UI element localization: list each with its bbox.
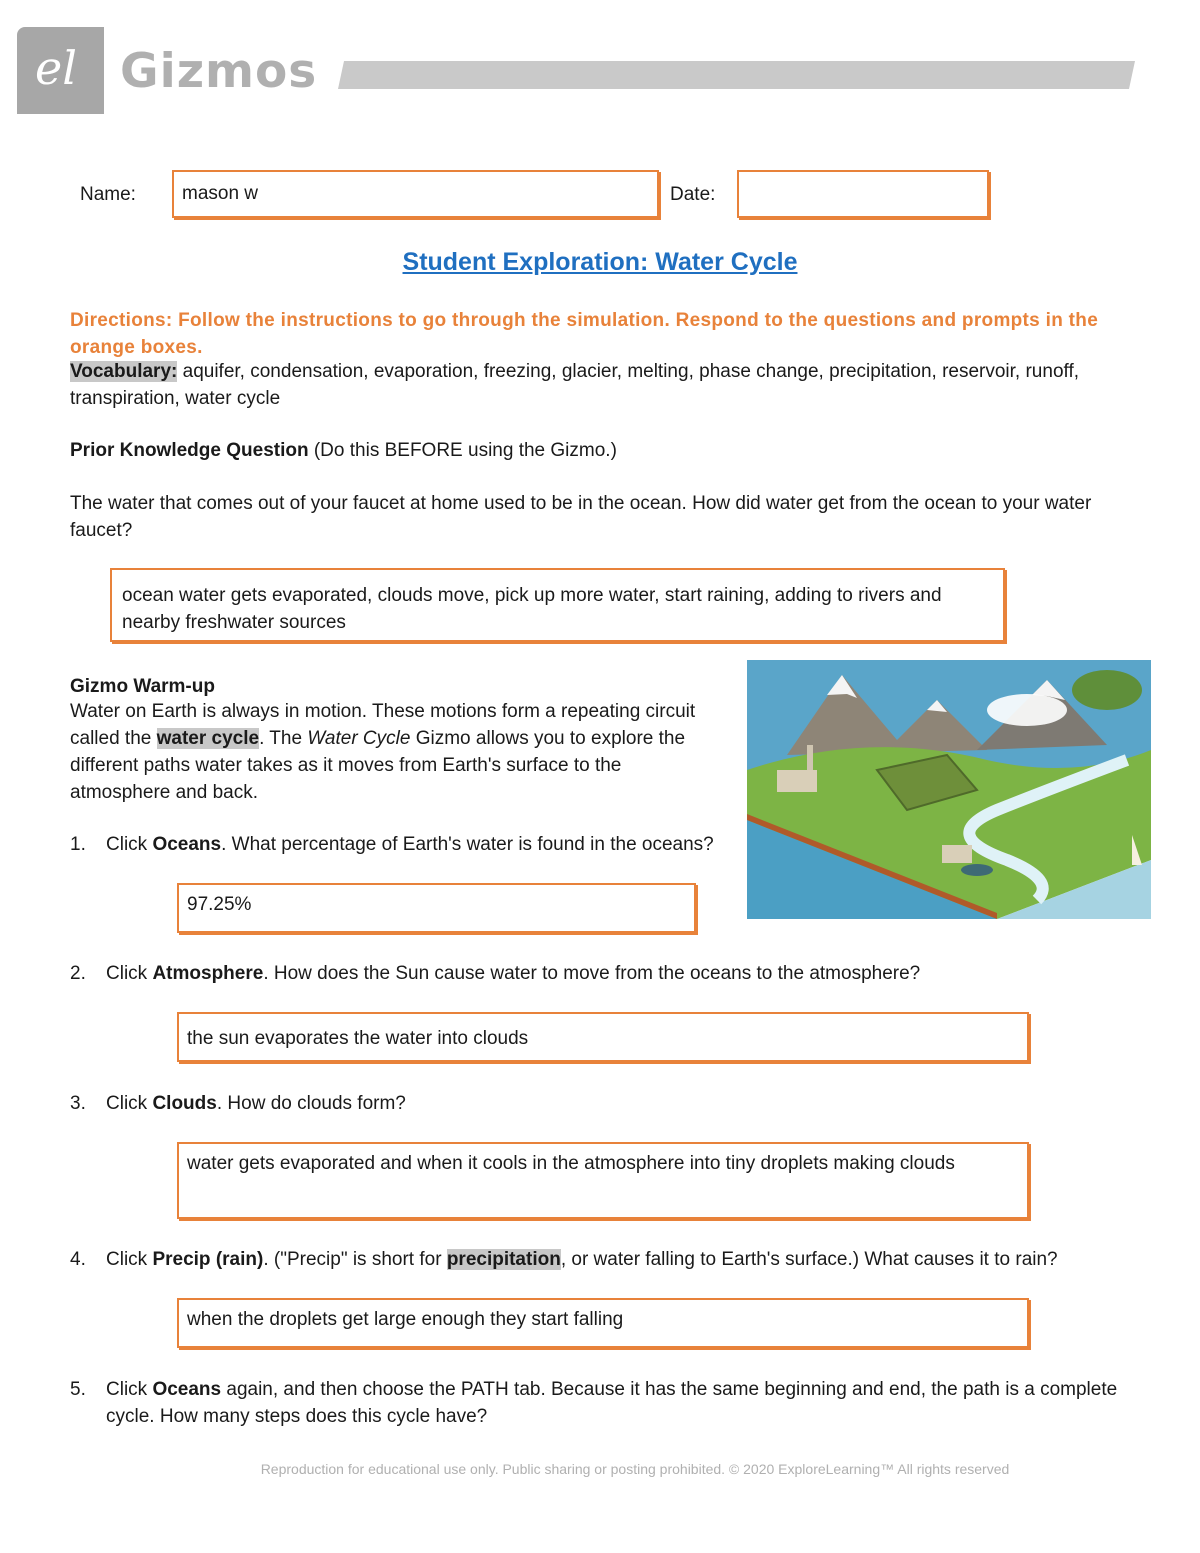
question-4 bbox=[70, 1246, 1171, 1273]
warmup-text bbox=[70, 698, 725, 806]
vocabulary-label: Vocabulary: bbox=[70, 361, 178, 382]
factory bbox=[777, 770, 817, 792]
answer-box-4[interactable]: when the droplets get large enough they start falling bbox=[177, 1298, 1029, 1348]
forest-hill bbox=[1072, 670, 1142, 710]
warmup-text-c: Gizmo allows you to explore the different paths water takes as it moves from Earth's surface to the atmosphere and back. bbox=[70, 728, 686, 803]
water-cycle-term: water cycle bbox=[156, 728, 260, 749]
question-text: again, and then choose the PATH tab. Because it has the same beginning and end, the path is a complete cycle. How many steps does this cycle have? bbox=[106, 1379, 1118, 1427]
question-number: 3. bbox=[70, 1093, 86, 1114]
warmup-text-a: Water on Earth is always in motion. These motions form a repeating circuit called the bbox=[70, 701, 696, 749]
question-pre: Click bbox=[106, 1249, 153, 1270]
question-text: . How do clouds form? bbox=[216, 1093, 406, 1114]
answer-box-1[interactable]: 97.25% bbox=[177, 883, 696, 933]
page-title: Student Exploration: Water Cycle bbox=[402, 248, 798, 276]
question-text-b: , or water falling to Earth's surface.) What causes it to rain? bbox=[560, 1249, 1058, 1270]
question-keyword: Atmosphere bbox=[152, 963, 264, 984]
question-2 bbox=[70, 960, 1135, 987]
water-cycle-illustration bbox=[747, 660, 1151, 919]
header-bar bbox=[338, 61, 1135, 89]
logo-glyph: el bbox=[35, 41, 77, 95]
question-number: 4. bbox=[70, 1249, 86, 1270]
question-text: . What percentage of Earth's water is found in the oceans? bbox=[221, 834, 714, 855]
question-pre: Click bbox=[106, 963, 153, 984]
question-text: . How does the Sun cause water to move from the oceans to the atmosphere? bbox=[263, 963, 921, 984]
directions: Directions: Follow the instructions to go through the simulation. Respond to the questions and prompts in the orange boxes. bbox=[70, 310, 1099, 358]
name-field[interactable]: mason w bbox=[172, 170, 659, 218]
question-number: 2. bbox=[70, 963, 86, 984]
vocabulary-terms: aquifer, condensation, evaporation, freezing, glacier, melting, phase change, precipitation, reservoir, runoff, transpiration, water cycle bbox=[70, 361, 1080, 409]
answer-box-3[interactable]: water gets evaporated and when it cools in the atmosphere into tiny droplets making clouds bbox=[177, 1142, 1029, 1219]
prior-answer-box[interactable]: ocean water gets evaporated, clouds move, pick up more water, start raining, adding to rivers and nearby freshwater sources bbox=[110, 568, 1005, 642]
question-text-a: . ("Precip" is short for bbox=[263, 1249, 447, 1270]
warmup-text-b: . The bbox=[259, 728, 308, 749]
question-pre: Click bbox=[106, 1093, 153, 1114]
question-keyword: Oceans bbox=[152, 1379, 222, 1400]
footer-notice: Reproduction for educational use only. Public sharing or posting prohibited. © 2020 ExploreLearning™ All rights reserved bbox=[260, 1461, 1010, 1477]
question-number: 5. bbox=[70, 1379, 86, 1400]
prior-knowledge-heading bbox=[70, 437, 617, 464]
warmup-heading: Gizmo Warm-up bbox=[70, 676, 215, 697]
prior-question: The water that comes out of your faucet at home used to be in the ocean. How did water get from the ocean to your water faucet? bbox=[70, 493, 1092, 541]
prior-heading: Prior Knowledge Question bbox=[70, 440, 309, 461]
precipitation-term: precipitation bbox=[446, 1249, 561, 1270]
question-keyword: Precip (rain) bbox=[152, 1249, 264, 1270]
treatment-plant bbox=[942, 845, 972, 863]
question-3 bbox=[70, 1090, 1135, 1117]
question-pre: Click bbox=[106, 1379, 153, 1400]
vocabulary bbox=[70, 358, 1130, 412]
explorelearning-logo bbox=[17, 27, 104, 114]
question-pre: Click bbox=[106, 834, 153, 855]
name-label: Name: bbox=[80, 184, 136, 205]
answer-box-2[interactable]: the sun evaporates the water into clouds bbox=[177, 1012, 1029, 1062]
cloud bbox=[987, 694, 1067, 726]
question-keyword: Clouds bbox=[152, 1093, 217, 1114]
prior-note: (Do this BEFORE using the Gizmo.) bbox=[308, 440, 617, 461]
date-field[interactable] bbox=[737, 170, 989, 218]
question-keyword: Oceans bbox=[152, 834, 222, 855]
brand-name: Gizmos bbox=[120, 44, 318, 99]
question-number: 1. bbox=[70, 834, 86, 855]
question-1 bbox=[70, 831, 730, 858]
gizmo-name: Water Cycle bbox=[307, 728, 411, 749]
date-label: Date: bbox=[670, 184, 716, 205]
question-5 bbox=[70, 1376, 1171, 1430]
